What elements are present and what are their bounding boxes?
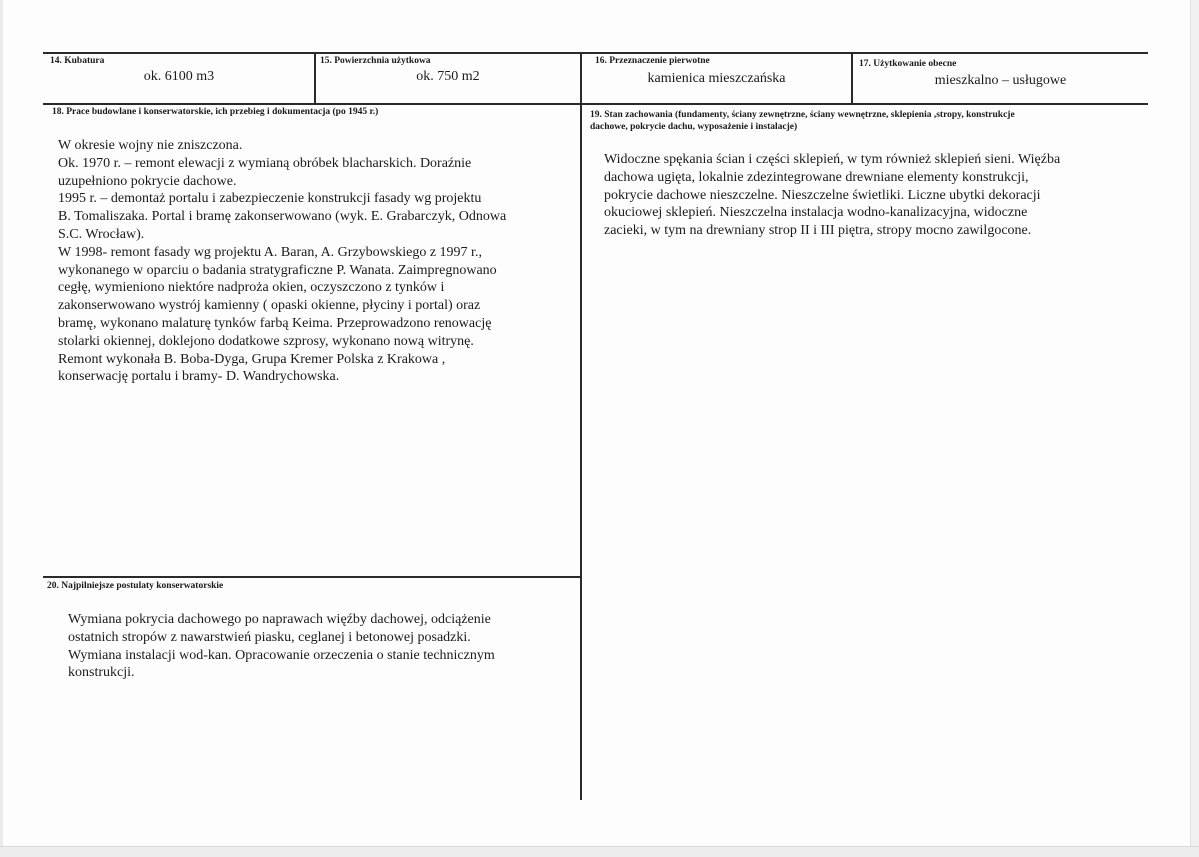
scan-right-edge [1190, 0, 1199, 857]
section-20-top-border [43, 576, 582, 578]
current-use-value: mieszkalno – usługowe [934, 73, 1067, 88]
section-19-line: zacieki, w tym na drewniany strop II i III piętra, stropy mocno zawilgocone. [604, 223, 1032, 239]
section-19-label-line-1: 19. Stan zachowania (fundamenty, ściany zewnętrzne, ściany wewnętrzne, sklepienia ,stropy, konstrukcje [590, 110, 1015, 120]
section-18-line: Ok. 1970 r. – remont elewacji z wymianą obróbek blacharskich. Doraźnie [58, 155, 472, 171]
section-19-text [604, 151, 1122, 240]
top-row-bottom-border [43, 103, 1148, 105]
section-19-line: pokrycie dachowe nieszczelne. Nieszczelne świetliki. Liczne ubytki dekoracji [604, 187, 1041, 203]
section-19-line: dachowa ugięta, lokalnie zdezintegrowane drewniane elementy konstrukcji, [604, 169, 1029, 185]
cubature-label: 14. Kubatura [50, 56, 105, 66]
section-19-line: okuciowej sklepień. Nieszczelna instalacja wodno-kanalizacyjna, widoczne [604, 205, 1028, 221]
section-18-line: bramę, wykonano malaturę tynków farbą Keima. Przeprowadzono renowację [58, 315, 492, 331]
section-18-line: konserwację portalu i bramy- D. Wandrychowska. [58, 369, 340, 385]
section-20-line: konstrukcji. [68, 665, 135, 681]
section-18-line: Remont wykonała B. Boba-Dyga, Grupa Kremer Polska z Krakowa , [58, 351, 446, 367]
section-18-line: cegłę, wymieniono niektóre nadproża okien, oczyszczono z tynków i [58, 280, 445, 296]
scan-bottom-edge [0, 846, 1199, 857]
section-20-line: Wymiana pokrycia dachowego po naprawach więźby dachowej, odciążenie [68, 612, 491, 627]
section-18-text [58, 137, 579, 386]
section-18-line: W 1998- remont fasady wg projektu A. Baran, A. Grzybowskiego z 1997 r., [58, 244, 482, 260]
section-18-line: W okresie wojny nie zniszczona. [58, 138, 243, 153]
section-18-line: wykonanego w oparciu o badania stratygraficzne P. Wanata. Zaimpregnowano [58, 262, 497, 278]
section-20-text [68, 611, 577, 682]
original-purpose-value: kamienica mieszczańska [647, 71, 786, 86]
section-18-label: 18. Prace budowlane i konserwatorskie, ich przebieg i dokumentacja (po 1945 r.) [52, 107, 379, 117]
section-20-label: 20. Najpilniejsze postulaty konserwatorskie [47, 581, 224, 591]
cubature-value: ok. 6100 m3 [143, 69, 215, 84]
section-18-line: uzupełniono pokrycie dachowe. [58, 173, 237, 189]
usable-area-label: 15. Powierzchnia użytkowa [320, 56, 431, 66]
section-19-line: Widoczne spękania ścian i części sklepień, w tym również sklepień sieni. Więźba [604, 152, 1061, 167]
current-use-label: 17. Użytkowanie obecne [859, 59, 957, 69]
original-purpose-label: 16. Przeznaczenie pierwotne [595, 56, 710, 66]
usable-area-value: ok. 750 m2 [416, 69, 480, 84]
section-18-line: stolarki okiennej, doklejono dodatkowe szprosy, wykonano nową witrynę. [58, 333, 474, 349]
section-20-line: Wymiana instalacji wod-kan. Opracowanie orzeczenia o stanie technicznym [68, 647, 495, 663]
section-18-line: 1995 r. – demontaż portalu i zabezpieczenie konstrukcji fasady wg projektu [58, 191, 482, 207]
top-row-top-border [43, 52, 1148, 54]
section-18-line: S.C. Wrocław). [58, 226, 145, 242]
section-18-line: B. Tomaliszaka. Portal i bramę zakonserwowano (wyk. E. Grabarczyk, Odnowa [58, 209, 507, 225]
section-19-label-line-2: dachowe, pokrycie dachu, wyposażenie i instalacje) [590, 122, 798, 132]
section-18-line: zakonserwowano wystrój kamienny ( opaski okienne, płyciny i portal) oraz [58, 298, 481, 314]
scan-left-edge [0, 0, 3, 857]
center-divider [580, 52, 582, 800]
section-20-line: ostatnich stropów z nawarstwień piasku, ceglanej i betonowej posadzki. [68, 629, 471, 645]
